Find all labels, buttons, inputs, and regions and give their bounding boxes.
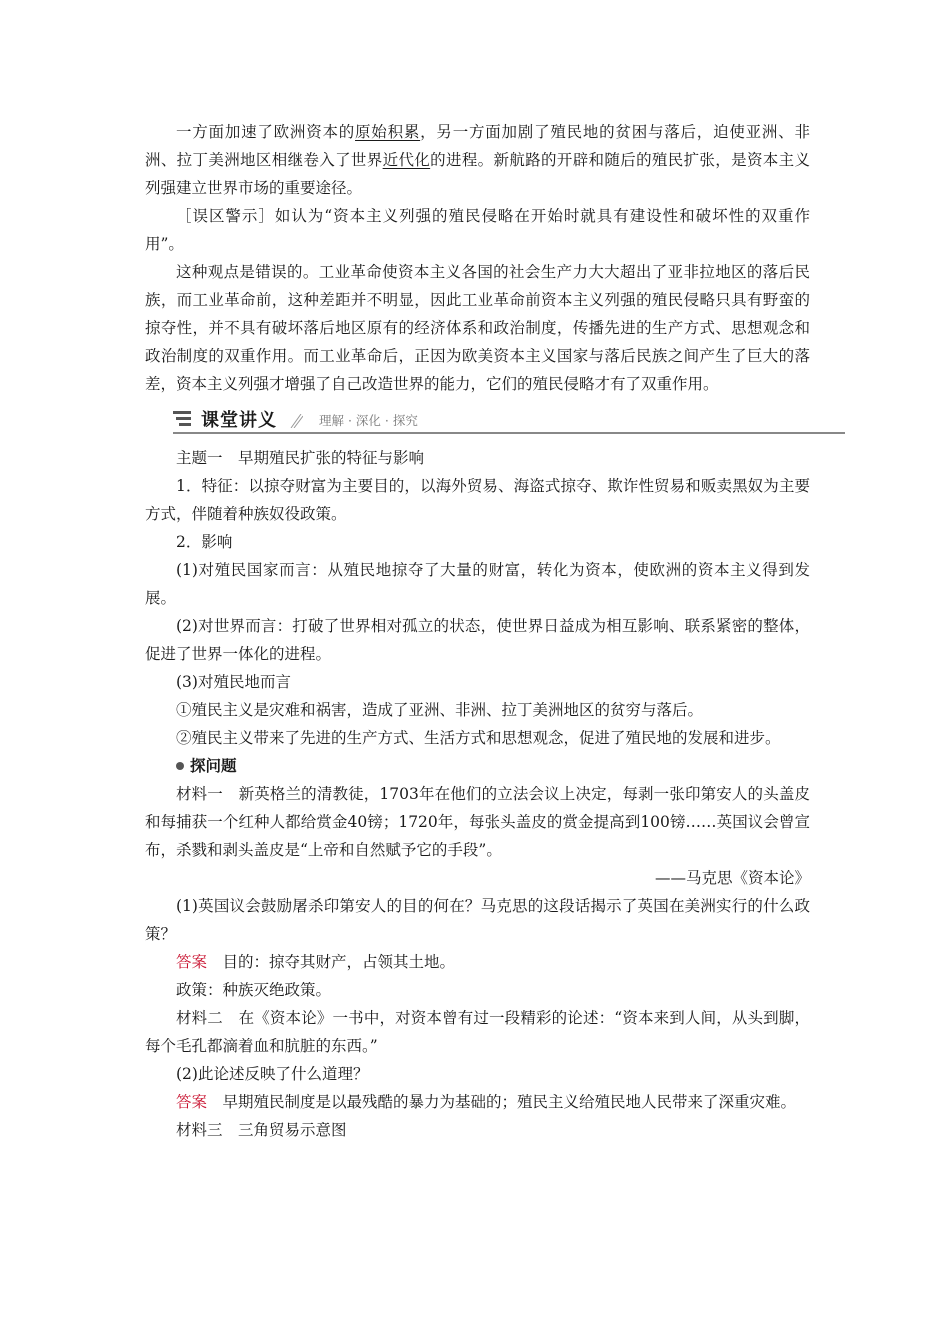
intro-text: 一方面加速了欧洲资本的 [176, 123, 356, 141]
explore-heading [145, 752, 810, 780]
influence-1: (1)对殖民国家而言：从殖民地掠夺了大量的财富，转化为资本，使欧洲的资本主义得到发展。 [145, 561, 810, 607]
explore-label: 探问题 [190, 756, 237, 775]
answer-2 [145, 1088, 810, 1116]
influence-3b: ②殖民主义带来了先进的生产方式、生活方式和思想观念，促进了殖民地的发展和进步。 [176, 729, 781, 747]
material-1-source: ——马克思《资本论》 [654, 869, 810, 887]
answer-label: 答案 [176, 953, 208, 971]
topic-feature: 1．特征：以掠夺财富为主要目的，以海外贸易、海盗式掠夺、欺诈性贸易和贩卖黑奴为主要方式，伴随着种族奴役政策。 [145, 477, 810, 523]
answer-1b: 政策：种族灭绝政策。 [176, 981, 332, 999]
bullet-icon [176, 762, 184, 770]
question-2: (2)此论述反映了什么道理？ [176, 1065, 369, 1083]
term-modernization: 近代化 [382, 151, 431, 169]
banner-slash-icon [289, 414, 303, 428]
material-3: 材料三 三角贸易示意图 [176, 1121, 347, 1139]
influence-3a: ①殖民主义是灾难和祸害，造成了亚洲、非洲、拉丁美洲地区的贫穷与落后。 [176, 701, 704, 719]
material-2: 材料二 在《资本论》一书中，对资本曾有过一段精彩的论述：“资本来到人间，从头到脚，每个毛孔都滴着血和肮脏的东西。” [145, 1009, 810, 1055]
topic-influence-label: 2．影响 [176, 533, 233, 551]
document-page [145, 118, 810, 1144]
banner-rule [173, 432, 845, 434]
answer-2-text: 早期殖民制度是以最残酷的暴力为基础的；殖民主义给殖民地人民带来了深重灾难。 [207, 1093, 797, 1111]
term-primitive-accumulation: 原始积累 [355, 123, 421, 141]
warning-explanation: 这种观点是错误的。工业革命使资本主义各国的社会生产力大大超出了亚非拉地区的落后民族，而工业革命前，这种差距并不明显，因此工业革命前资本主义列强的殖民侵略只具有野蛮的掠夺性，并不具有破坏落后地区原有的经济体系和政治制度，传播先进的生产方式、思想观念和政治制度的双重作用。而工业革命后，正因为欧美资本主义国家与落后民族之间产生了巨大的落差，资本主义列强才增强了自己改造世界的能力，它们的殖民侵略才有了双重作用。 [145, 263, 810, 393]
banner-stripes-icon [173, 410, 191, 428]
influence-3: (3)对殖民地而言 [176, 673, 291, 691]
section-banner [173, 404, 845, 438]
intro-text: ，另一方面加剧了殖民地的贫困与落后，迫使亚洲、 [420, 123, 795, 141]
answer-label: 答案 [176, 1093, 208, 1111]
influence-2: (2)对世界而言：打破了世界相对孤立的状态，使世界日益成为相互影响、联系紧密的整体，促进了世界一体化的进程。 [145, 617, 810, 663]
banner-subtitle: 理解 · 深化 · 探究 [319, 413, 418, 428]
intro-text: 非洲、拉丁美洲地区相继卷入了世界 [145, 123, 810, 169]
material-1: 材料一 新英格兰的清教徒，1703年在他们的立法会议上决定，每剥一张印第安人的头盖皮和每捕获一个红种人都给赏金40镑；1720年，每张头盖皮的赏金提高到100镑……英国议会曾宣布，杀戮和剥头盖皮是“上帝和自然赋予它的手段”。 [145, 785, 810, 859]
question-1: (1)英国议会鼓励屠杀印第安人的目的何在？马克思的这段话揭示了英国在美洲实行的什么政策？ [145, 897, 810, 943]
answer-1 [145, 948, 810, 976]
answer-1-text: 目的：掠夺其财产，占领其土地。 [207, 953, 456, 971]
intro-paragraph [145, 118, 810, 202]
warning-paragraph: ［误区警示］如认为“资本主义列强的殖民侵略在开始时就具有建设性和破坏性的双重作用”。 [145, 207, 810, 253]
intro-text: 的进程。新航路的开辟和随后的殖民扩张，是资本主义列强建立世界市场的重要途径。 [145, 151, 810, 197]
topic-heading: 主题一 早期殖民扩张的特征与影响 [176, 449, 425, 467]
banner-title: 课堂讲义 [201, 410, 277, 431]
